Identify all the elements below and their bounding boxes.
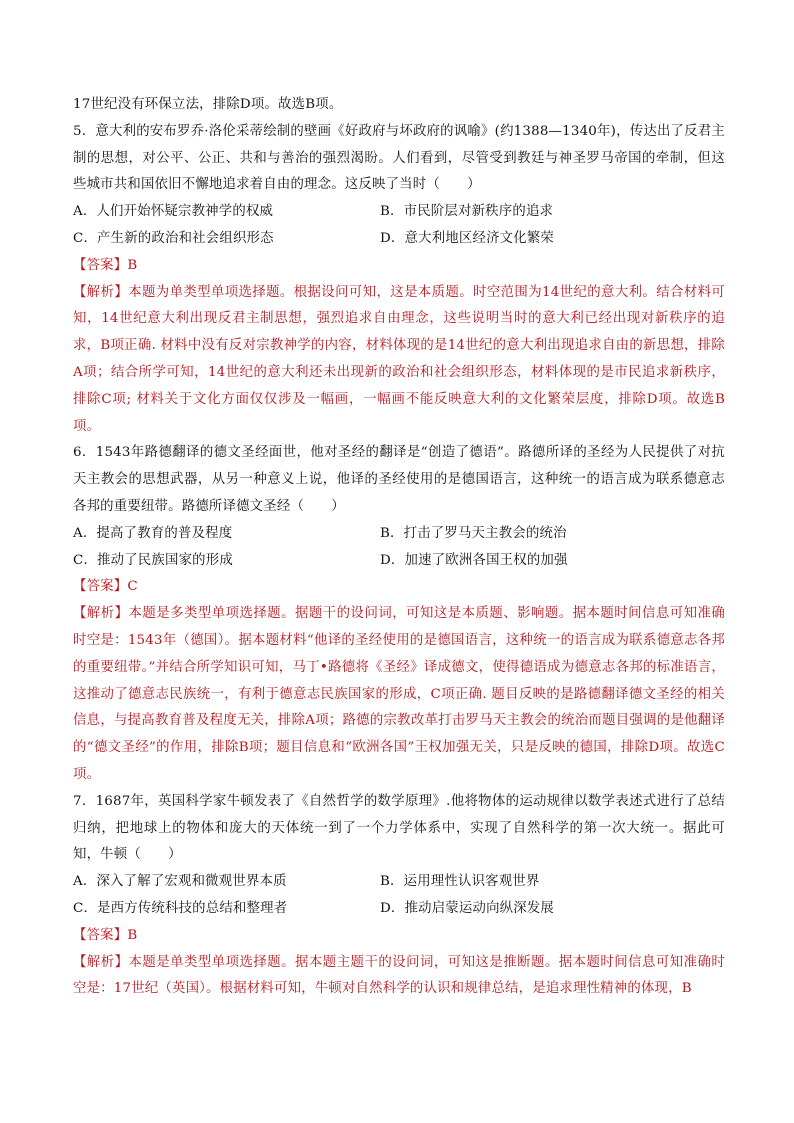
q6-analysis [73, 601, 725, 789]
answer-label: 【答案】 [73, 927, 128, 943]
analysis-label: 【解析】 [73, 284, 129, 300]
q6-option-b: B．打击了罗马天主教会的统治 [380, 525, 567, 541]
q5-analysis [73, 280, 725, 441]
q5-stem: 5．意大利的安布罗乔·洛伦采蒂绘制的壁画《好政府与坏政府的讽喻》(约1388—1340年)，传达出了反君主制的思想，对公平、公正、共和与善治的强烈渴盼。人们看到，尽管受到教廷与神圣罗马帝国的牵制，但这些城市共和国依旧不懈地追求着自由的理念。这反映了当时（ ） [73, 123, 725, 193]
answer-value: B [127, 257, 138, 273]
q7-option-b: B．运用理性认识客观世界 [380, 874, 540, 890]
q5-answer [73, 253, 725, 280]
answer-label: 【答案】 [73, 579, 128, 595]
q7-option-a: A．深入了解了宏观和微观世界本质 [73, 874, 287, 890]
q5-options [73, 199, 725, 253]
answer-value: C [127, 579, 138, 595]
analysis-label: 【解析】 [73, 954, 129, 970]
q7-analysis [73, 950, 725, 1004]
q6-option-a: A．提高了教育的普及程度 [73, 525, 233, 541]
q7-option-d: D．推动启蒙运动向纵深发展 [380, 900, 555, 916]
q7-option-c: C．是西方传统科技的总结和整理者 [73, 900, 288, 916]
q6-answer [73, 574, 725, 601]
analysis-text: 本题为单类型单项选择题。根据设问可知，这是本质题。时空范围为14世纪的意大利。结合材料可知，14世纪意大利出现反君主制思想，强烈追求自由理念，这些说明当时的意大利已经出现对新秩序的追求，B项正确. 材料中没有反对宗教神学的内容，材料体现的是14世纪的意大利出现追求自由的新思想，排除A项；结合所学可知，14世纪的意大利还未出现新的政治和社会组织形态，材料体现的是市民追求新秩序，排除C项; 材料关于文化方面仅仅涉及一幅画，一幅画不能反映意大利的文化繁荣层度，排除D项。故选B项。 [73, 284, 725, 434]
analysis-text: 本题是多类型单项选择题。据题干的设问词，可知这是本质题、影响题。据本题时间信息可知准确时空是：1543年（德国）。据本题材料“他译的圣经使用的是德国语言，这种统一的语言成为联系德意志各邦的重要纽带。”并结合所学知识可知，马丁•路德将《圣经》译成德文，使得德语成为德意志各邦的标准语言，这推动了德意志民族统一，有利于德意志民族国家的形成，C项正确. 题目反映的是路德翻译德文圣经的相关信息，与提高教育普及程度无关，排除A项；路德的宗教改革打击罗马天主教会的统治而题目强调的是他翻译的“德文圣经”的作用，排除B项；题目信息和“欧洲各国”王权加强无关，只是反映的德国，排除D项。故选C项。 [73, 606, 725, 782]
q7-options [73, 869, 725, 923]
intro-line: 17世纪没有环保立法，排除D项。故选B项。 [73, 97, 343, 112]
q5-option-c: C．产生新的政治和社会组织形态 [73, 230, 274, 246]
q6-options [73, 521, 725, 575]
q5-option-d: D．意大利地区经济文化繁荣 [380, 230, 555, 246]
q7-stem: 7．1687年，英国科学家牛顿发表了《自然哲学的数学原理》.他将物体的运动规律以数学表述式进行了总结归纳，把地球上的物体和庞大的天体统一到了一个力学体系中，实现了自然科学的第一次大统一。据此可知，牛顿（ ） [73, 793, 725, 863]
q6-option-c: C．推动了民族国家的形成 [73, 552, 233, 568]
analysis-label: 【解析】 [73, 606, 129, 622]
answer-label: 【答案】 [73, 257, 128, 273]
q6-option-d: D．加速了欧洲各国王权的加强 [380, 552, 568, 568]
q5-option-a: A．人们开始怀疑宗教神学的权威 [73, 204, 274, 220]
document-content [73, 92, 725, 1003]
answer-value: B [127, 927, 138, 943]
q6-stem: 6．1543年路德翻译的德文圣经面世，他对圣经的翻译是“创造了德语”。路德所译的圣经为人民提供了对抗天主教会的思想武器，从另一种意义上说，他译的圣经使用的是德国语言，这种统一的语言成为联系德意志各邦的重要纽带。路德所译德文圣经（ ） [73, 445, 725, 514]
q7-answer [73, 923, 725, 950]
analysis-text: 本题是单类型单项选择题。据本题主题干的设问词，可知这是推断题。据本题时间信息可知准确时空是：17世纪（英国）。根据材料可知，牛顿对自然科学的认识和规律总结，是追求理性精神的体现，B [73, 954, 725, 997]
q5-option-b: B．市民阶层对新秩序的追求 [380, 204, 554, 220]
